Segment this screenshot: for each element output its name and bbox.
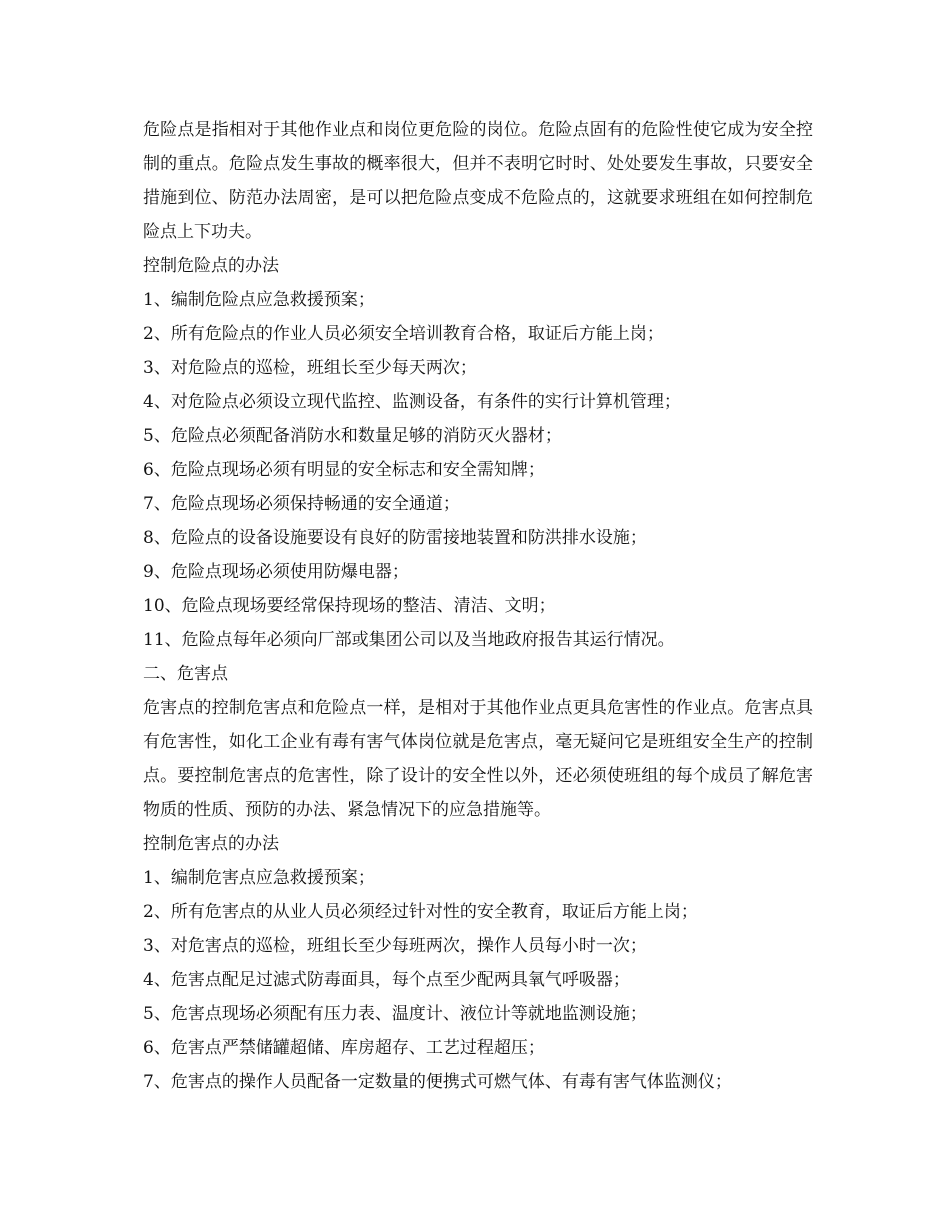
danger-methods-heading: 控制危险点的办法 (143, 256, 279, 276)
list-item: 7、危害点的操作人员配备一定数量的便携式可燃气体、有毒有害气体监测仪； (143, 1072, 732, 1092)
list-item: 1、编制危害点应急救援预案； (143, 868, 375, 888)
list-item: 3、对危险点的巡检，班组长至少每天两次； (143, 358, 477, 378)
list-item: 11、危险点每年必须向厂部或集团公司以及当地政府报告其运行情况。 (143, 630, 675, 650)
list-item: 4、危害点配足过滤式防毒面具，每个点至少配两具氧气呼吸器； (143, 970, 630, 990)
list-item: 9、危险点现场必须使用防爆电器； (143, 562, 409, 582)
hazard-methods-heading: 控制危害点的办法 (143, 834, 279, 854)
section-two-heading: 二、危害点 (143, 664, 228, 684)
danger-methods-list (143, 283, 813, 657)
list-item: 10、危险点现场要经常保持现场的整洁、清洁、文明； (143, 596, 556, 616)
list-item: 1、编制危险点应急救援预案； (143, 290, 375, 310)
list-item: 7、危险点现场必须保持畅通的安全通道； (143, 494, 460, 514)
list-item: 5、危险点必须配备消防水和数量足够的消防灭火器材； (143, 426, 562, 446)
list-item: 2、所有危害点的从业人员必须经过针对性的安全教育，取证后方能上岗； (143, 902, 698, 922)
list-item: 3、对危害点的巡检，班组长至少每班两次，操作人员每小时一次； (143, 936, 647, 956)
list-item: 5、危害点现场必须配有压力表、温度计、液位计等就地监测设施； (143, 1004, 647, 1024)
list-item: 4、对危险点必须设立现代监控、监测设备，有条件的实行计算机管理； (143, 392, 681, 412)
list-item: 6、危害点严禁储罐超储、库房超存、工艺过程超压； (143, 1038, 545, 1058)
list-item: 6、危险点现场必须有明显的安全标志和安全需知牌； (143, 460, 545, 480)
list-item: 2、所有危险点的作业人员必须安全培训教育合格，取证后方能上岗； (143, 324, 664, 344)
list-item: 8、危险点的设备设施要设有良好的防雷接地装置和防洪排水设施； (143, 528, 647, 548)
intro-paragraph: 危险点是指相对于其他作业点和岗位更危险的岗位。危险点固有的危险性使它成为安全控制的重点。危险点发生事故的概率很大，但并不表明它时时、处处要发生事故，只要安全措施到位、防范办法周密，是可以把危险点变成不危险点的，这就要求班组在如何控制危险点上下功夫。 (143, 120, 813, 242)
hazard-methods-list (143, 861, 813, 1099)
document-page (143, 113, 813, 1099)
hazard-paragraph: 危害点的控制危害点和危险点一样，是相对于其他作业点更具危害性的作业点。危害点具有危害性，如化工企业有毒有害气体岗位就是危害点，毫无疑问它是班组安全生产的控制点。要控制危害点的危害性，除了设计的安全性以外，还必须使班组的每个成员了解危害物质的性质、预防的办法、紧急情况下的应急措施等。 (143, 698, 813, 820)
